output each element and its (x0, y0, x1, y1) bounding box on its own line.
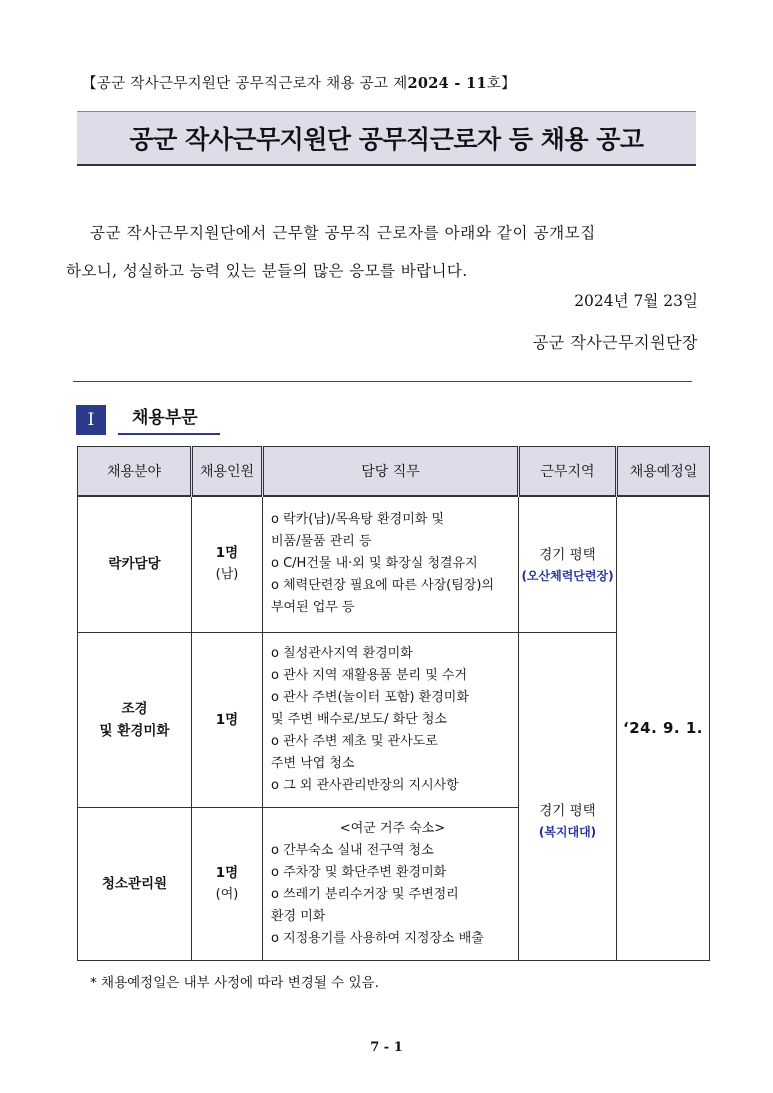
job-duties (263, 633, 519, 808)
signer: 공군 작사근무지원단장 (532, 333, 698, 352)
job-duties (263, 808, 519, 961)
table-row (78, 633, 710, 808)
header-duties: 담당 직무 (263, 447, 519, 496)
work-place: (복지대대) (538, 825, 597, 839)
intro-line-1: 공군 작사근무지원단에서 근무할 공무직 근로자를 아래와 같이 공개모집 (90, 224, 596, 242)
footnote: * 채용예정일은 내부 사정에 따라 변경될 수 있음. (90, 975, 379, 991)
duty-line: o 관사 지역 재활용품 분리 및 수거 (271, 668, 468, 683)
job-count-note: (남) (215, 567, 239, 583)
duty-line: o 주차장 및 화단주변 환경미화 (271, 865, 447, 880)
duty-line: o 지정용기를 사용하여 지정장소 배출 (271, 931, 484, 946)
duty-line: 주변 낙엽 청소 (271, 756, 355, 771)
job-count: 1명 (남) (192, 496, 263, 633)
duty-line: o 관사 주변 제초 및 관사도로 (271, 734, 438, 749)
notice-number: 【공군 작사근무지원단 공무직근로자 채용 공고 제2024 - 11호】 (82, 75, 516, 92)
hire-date: ‘24. 9. 1. (617, 496, 710, 961)
header-region: 근무지역 (519, 447, 617, 496)
announcement-date: 2024년 7월 23일 (574, 292, 698, 310)
duty-line: 및 주변 배수로/보도/ 화단 청소 (271, 712, 447, 727)
job-field: 조경 및 환경미화 (78, 633, 192, 808)
recruitment-table (77, 446, 710, 961)
job-count: 1명 (192, 633, 263, 808)
header-count: 채용인원 (192, 447, 263, 496)
section-title: 채용부문 (118, 404, 220, 435)
divider (73, 381, 692, 382)
title-banner (77, 111, 696, 166)
duty-subheading: <여군 거주 숙소> (339, 821, 446, 836)
duty-line: 부여된 업무 등 (271, 600, 355, 616)
intro-line-2: 하오니, 성실하고 능력 있는 분들의 많은 응모를 바랍니다. (66, 262, 468, 280)
duty-line: o 락카(남)/목욕탕 환경미화 및 (271, 512, 445, 528)
section-number-badge: I (76, 405, 106, 435)
table-header-row (78, 447, 710, 496)
work-region: 경기 평택 (복지대대) (519, 633, 617, 961)
duty-line: o 간부숙소 실내 전구역 청소 (271, 843, 434, 858)
duty-line: o 관사 주변(놀이터 포함) 환경미화 (271, 690, 469, 705)
job-field: 락카담당 (78, 496, 192, 633)
header-hire-date: 채용예정일 (617, 447, 710, 496)
job-count-note: (여) (215, 887, 239, 902)
job-duties (263, 496, 519, 633)
duty-line: 비품/물품 관리 등 (271, 534, 372, 550)
table-row (78, 496, 710, 633)
duty-line: o C/H건물 내·외 및 화장실 청결유지 (271, 556, 478, 572)
work-region: 경기 평택 (오산체력단련장) (519, 496, 617, 633)
header-field: 채용분야 (78, 447, 192, 496)
duty-line: o 쓰레기 분리수거장 및 주변정리 (271, 887, 459, 902)
page-title: 공군 작사근무지원단 공무직근로자 등 채용 공고 (129, 125, 644, 154)
job-count: 1명 (여) (192, 808, 263, 961)
job-field: 청소관리원 (78, 808, 192, 961)
work-place: (오산체력단련장) (521, 569, 614, 584)
duty-line: o 체력단련장 필요에 따른 사장(팀장)의 (271, 578, 494, 594)
duty-line: o 칠성관사지역 환경미화 (271, 646, 413, 661)
duty-line: o 그 외 관사관리반장의 지시사항 (271, 778, 459, 793)
duty-line: 환경 미화 (271, 909, 326, 924)
intro-paragraph (66, 214, 700, 290)
page-number: 7 - 1 (370, 1040, 403, 1055)
